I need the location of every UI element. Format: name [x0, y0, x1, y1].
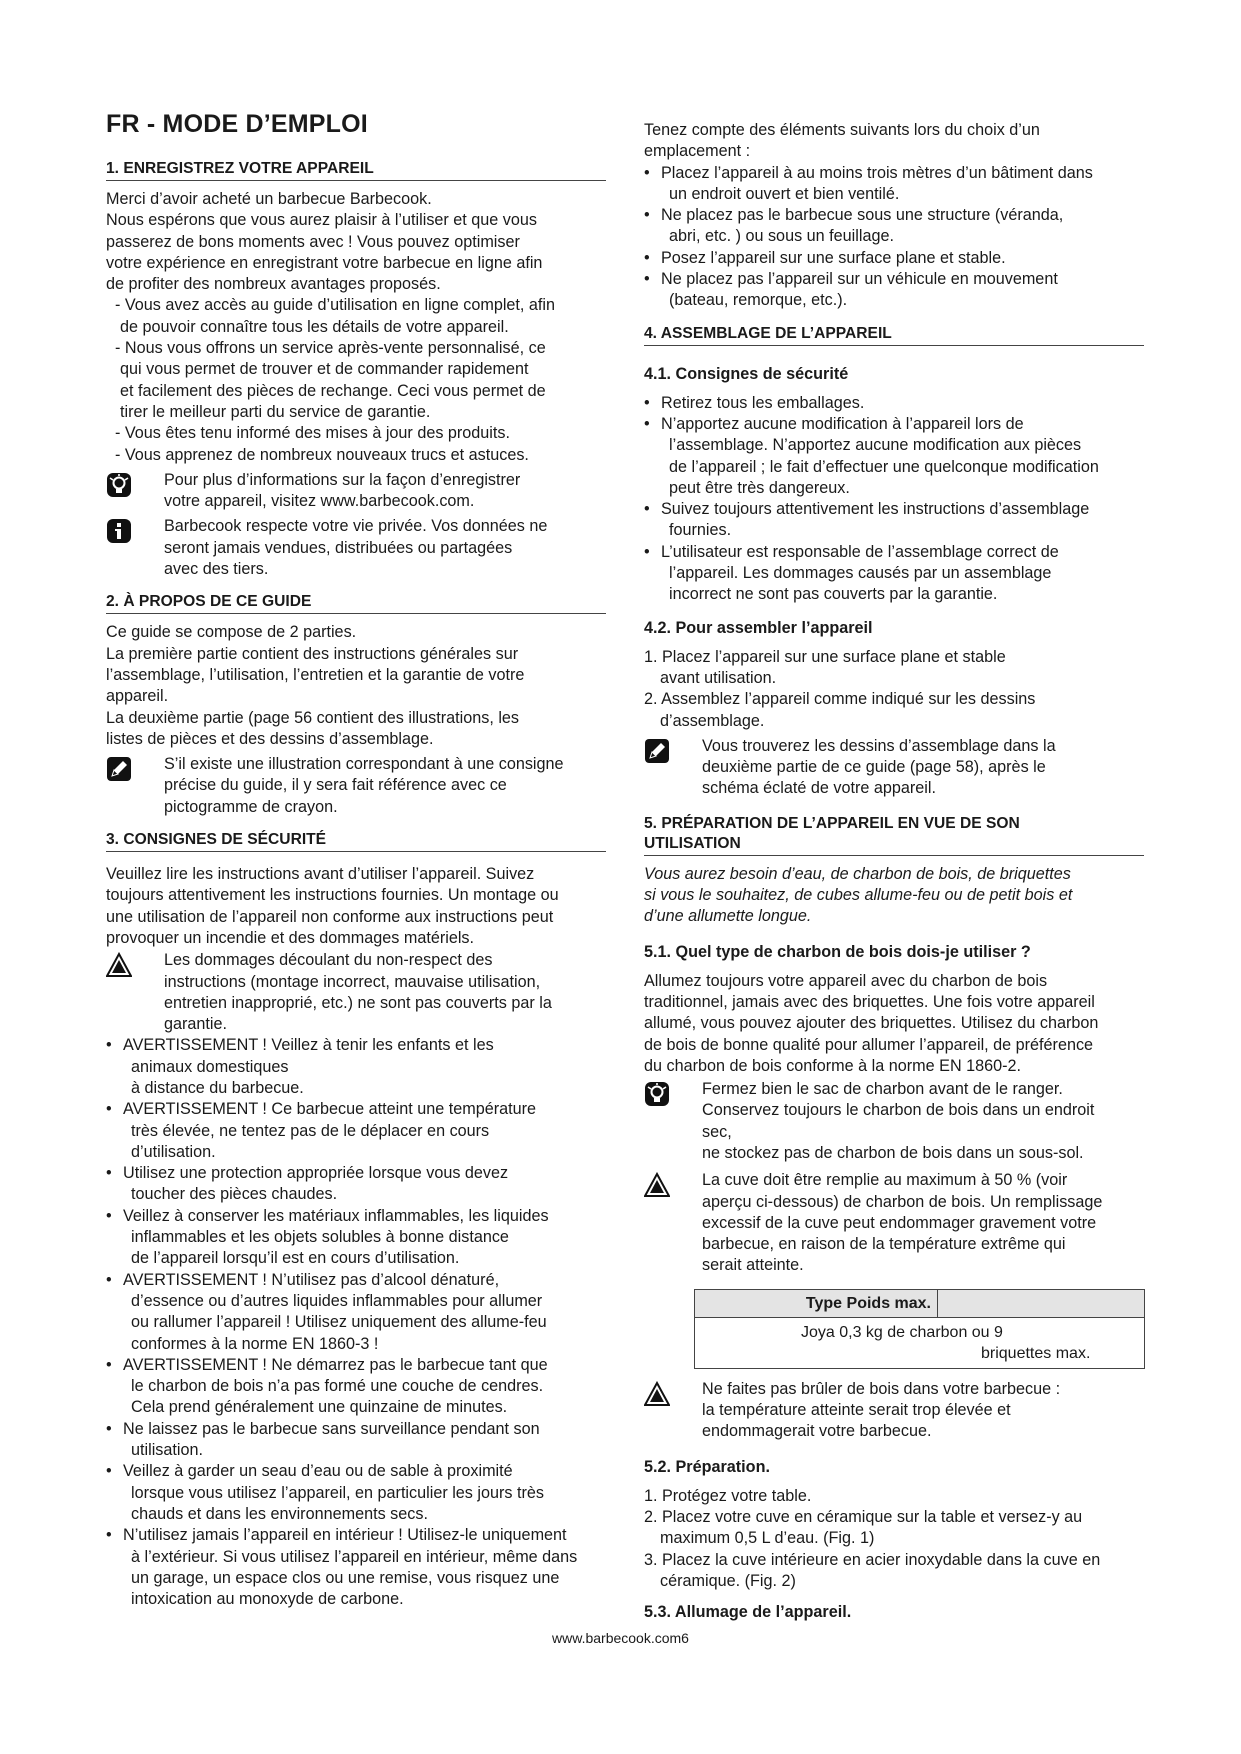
text-line: la température atteinte serait trop élevée et	[702, 1401, 1011, 1420]
pencil-note	[644, 736, 1144, 800]
pencil-icon	[106, 756, 132, 782]
text-line: Ne faites pas brûler de bois dans votre barbecue :	[702, 1379, 1061, 1398]
list-item: • Placez l’appareil à au moins trois mètres d’un bâtiment dans un endroit ouvert et bien ventilé.	[644, 163, 1144, 206]
text-line: seront jamais vendues, distribuées ou partagées	[164, 538, 513, 557]
text-line: Barbecook respecte votre vie privée. Vos données ne	[164, 517, 548, 536]
page-title: FR - MODE D’EMPLOI	[106, 110, 368, 138]
section-4-heading: 4. ASSEMBLAGE DE L’APPAREIL	[644, 324, 1144, 346]
list-item: • N’utilisez jamais l’appareil en intérieur ! Utilisez-le uniquement à l’extérieur. Si vous utilisez l’appareil en intérieur, même dans un garage, un espace clos ou une remise, vous risquez une intoxication au monoxyde de carbone.	[106, 1525, 606, 1610]
list-item: • Ne laissez pas le barbecue sans surveillance pendant son utilisation.	[106, 1419, 606, 1462]
section-5-1-heading: 5.1. Quel type de charbon de bois dois-je utiliser ?	[644, 942, 1031, 961]
text-line: précise du guide, il y sera fait référence avec ce	[164, 776, 507, 795]
list-item-cont: tirer le meilleur parti du service de garantie.	[120, 402, 431, 421]
list-item-cont: qui vous permet de trouver et de commander rapidement	[120, 360, 529, 379]
assembly-safety-list	[644, 393, 1144, 606]
section-1-intro	[106, 189, 606, 295]
warning-note	[644, 1170, 1144, 1276]
text-line: emplacement :	[644, 142, 751, 161]
location-intro	[644, 120, 1144, 163]
list-item-cont: de pouvoir connaître tous les détails de votre appareil.	[120, 317, 509, 336]
text-line: votre appareil, visitez www.barbecook.com.	[164, 492, 475, 511]
tip-note	[106, 470, 606, 513]
text-line: l’assemblage, l’utilisation, l’entretien et la garantie de votre	[106, 665, 525, 684]
table-cell-line: Joya 0,3 kg de charbon ou 9	[801, 1323, 1003, 1341]
list-item: • Ne placez pas le barbecue sous une structure (véranda, abri, etc. ) ou sous un feuillage.	[644, 205, 1144, 248]
text-line: une utilisation de l’appareil non conforme aux instructions peut	[106, 907, 554, 926]
pencil-note	[106, 754, 606, 818]
list-item: • L’utilisateur est responsable de l’assemblage correct de l’appareil. Les dommages causés par un assemblage incorrect ne sont pas couverts par la garantie.	[644, 542, 1144, 606]
text-line: allumé, vous pouvez ajouter des briquettes. Utilisez du charbon	[644, 1014, 1099, 1033]
lightbulb-icon	[106, 472, 132, 498]
text-line: aperçu ci-dessous) de charbon de bois. Un remplissage	[702, 1192, 1103, 1211]
text-line: instructions (montage incorrect, mauvaise utilisation,	[164, 972, 541, 991]
step: 3. Placez la cuve intérieure en acier inoxydable dans la cuve en	[644, 1550, 1101, 1569]
list-item: • AVERTISSEMENT ! Ce barbecue atteint une température très élevée, ne tentez pas de le déplacer en cours d’utilisation.	[106, 1099, 606, 1163]
text-line: ne stockez pas de charbon de bois dans un sous-sol.	[702, 1143, 1084, 1162]
text-line: sec,	[702, 1122, 732, 1141]
list-item: • Utilisez une protection appropriée lorsque vous devez toucher des pièces chaudes.	[106, 1163, 606, 1206]
text-line: pictogramme de crayon.	[164, 797, 338, 816]
text-line: Veuillez lire les instructions avant d’utiliser l’appareil. Suivez	[106, 865, 535, 884]
text-line: Vous aurez besoin d’eau, de charbon de bois, de briquettes	[644, 864, 1071, 883]
pencil-icon	[644, 738, 670, 764]
text-line: S’il existe une illustration correspondant à une consigne	[164, 755, 564, 774]
text-line: d’une allumette longue.	[644, 907, 812, 926]
text-line: passerez de bons moments avec ! Vous pouvez optimiser	[106, 232, 520, 251]
list-item: - Vous êtes tenu informé des mises à jour des produits.	[115, 424, 510, 443]
page-footer: www.barbecook.com6	[552, 1630, 689, 1646]
section-4-2-heading: 4.2. Pour assembler l’appareil	[644, 618, 873, 637]
text-line: avec des tiers.	[164, 560, 269, 579]
text-line: du charbon de bois conforme à la norme EN 1860-2.	[644, 1056, 1022, 1075]
step: 1. Protégez votre table.	[644, 1486, 812, 1505]
text-line: entretien inapproprié, etc.) ne sont pas couverts par la	[164, 993, 552, 1012]
list-item: - Nous vous offrons un service après-vente personnalisé, ce	[115, 339, 546, 358]
list-item: - Vous apprenez de nombreux nouveaux trucs et astuces.	[115, 445, 529, 464]
info-note	[106, 516, 606, 580]
warning-icon	[644, 1172, 670, 1198]
text-line: excessif de la cuve peut endommager gravement votre	[702, 1213, 1097, 1232]
text-line: Fermez bien le sac de charbon avant de le ranger.	[702, 1080, 1063, 1099]
section-4-1-heading: 4.1. Consignes de sécurité	[644, 364, 849, 383]
text-line: barbecue, en raison de la température extrême qui	[702, 1235, 1066, 1254]
section-3-heading: 3. CONSIGNES DE SÉCURITÉ	[106, 830, 606, 852]
text-line: listes de pièces et des dessins d’assemblage.	[106, 729, 434, 748]
text-line: si vous le souhaitez, de cubes allume-feu ou de petit bois et	[644, 886, 1073, 905]
tip-note	[644, 1079, 1144, 1164]
text-line: garantie.	[164, 1015, 227, 1034]
left-column	[106, 110, 606, 1610]
warning-icon	[106, 952, 132, 978]
table-header-cell: Type Poids max.	[695, 1289, 938, 1317]
section-2-body	[106, 622, 606, 750]
warning-note	[106, 950, 606, 1035]
right-column	[644, 120, 1144, 1631]
list-item: • N’apportez aucune modification à l’appareil lors de l’assemblage. N’apportez aucune modification aux pièces de l’appareil ; le fait d’effectuer une quelconque modification peut être très dangereux.	[644, 414, 1144, 499]
text-line: La deuxième partie (page 56 contient des illustrations, les	[106, 708, 520, 727]
charcoal-weight-table	[694, 1289, 1145, 1369]
list-item: • Suivez toujours attentivement les instructions d’assemblage fournies.	[644, 499, 1144, 542]
preparation-steps	[644, 1486, 1144, 1592]
text-line: Pour plus d’informations sur la façon d’enregistrer	[164, 470, 521, 489]
text-line: de bois de bonne qualité pour allumer l’appareil, de préférence	[644, 1035, 1094, 1054]
text-line: appareil.	[106, 687, 169, 706]
table-header-row	[695, 1289, 1145, 1317]
text-line: Les dommages découlant du non-respect des	[164, 951, 493, 970]
text-line: Nous espérons que vous aurez plaisir à l’utiliser et que vous	[106, 211, 538, 230]
section-2-heading: 2. À PROPOS DE CE GUIDE	[106, 592, 606, 614]
assembly-steps	[644, 647, 1144, 732]
text-line: La cuve doit être remplie au maximum à 50 % (voir	[702, 1171, 1068, 1190]
warning-note	[644, 1379, 1144, 1443]
table-row	[695, 1317, 1145, 1368]
step-cont: d’assemblage.	[660, 711, 765, 730]
text-line: traditionnel, jamais avec des briquettes. Une fois votre appareil	[644, 992, 1095, 1011]
step-cont: maximum 0,5 L d’eau. (Fig. 1)	[660, 1529, 875, 1548]
section-1-heading: 1. ENREGISTREZ VOTRE APPAREIL	[106, 159, 606, 181]
text-line: toujours attentivement les instructions fournies. Un montage ou	[106, 886, 559, 905]
table-cell	[695, 1317, 1145, 1368]
section-3-intro	[106, 864, 606, 949]
list-item: • Ne placez pas l’appareil sur un véhicule en mouvement (bateau, remorque, etc.).	[644, 269, 1144, 312]
list-item: • AVERTISSEMENT ! Veillez à tenir les enfants et les animaux domestiques à distance du barbecue.	[106, 1035, 606, 1099]
text-line: provoquer un incendie et des dommages matériels.	[106, 928, 475, 947]
table-header-cell-empty	[938, 1289, 1145, 1317]
section-5-intro	[644, 864, 1144, 928]
table-cell-line: briquettes max.	[981, 1344, 1091, 1362]
text-line: Ce guide se compose de 2 parties.	[106, 623, 357, 642]
list-item: - Vous avez accès au guide d’utilisation en ligne complet, afin	[115, 296, 556, 315]
text-line: schéma éclaté de votre appareil.	[702, 779, 936, 798]
section-5-heading: 5. PRÉPARATION DE L’APPAREIL EN VUE DE SON UTILISATION	[644, 814, 1144, 856]
list-item-cont: et facilement des pièces de rechange. Ceci vous permet de	[120, 381, 546, 400]
location-bullet-list	[644, 163, 1144, 312]
lightbulb-icon	[644, 1081, 670, 1107]
section-5-3-heading: 5.3. Allumage de l’appareil.	[644, 1603, 852, 1622]
text-line: Allumez toujours votre appareil avec du charbon de bois	[644, 971, 1048, 990]
text-line: votre expérience en enregistrant votre barbecue en ligne afin	[106, 253, 543, 272]
info-icon	[106, 518, 132, 544]
text-line: deuxième partie de ce guide (page 58), après le	[702, 758, 1046, 777]
step-cont: avant utilisation.	[660, 668, 777, 687]
text-line: Conservez toujours le charbon de bois dans un endroit	[702, 1101, 1095, 1120]
text-line: Vous trouverez les dessins d’assemblage dans la	[702, 736, 1056, 755]
text-line: La première partie contient des instructions générales sur	[106, 644, 519, 663]
list-item: • AVERTISSEMENT ! N’utilisez pas d’alcool dénaturé, d’essence ou d’autres liquides inflammables pour allumer ou rallumer l’appareil ! Utilisez uniquement des allume-feu conformes à la norme EN 1860-3 !	[106, 1270, 606, 1355]
step: 2. Assemblez l’appareil comme indiqué sur les dessins	[644, 690, 1036, 709]
text-line: de profiter des nombreux avantages proposés.	[106, 275, 441, 294]
list-item: • AVERTISSEMENT ! Ne démarrez pas le barbecue tant que le charbon de bois n’a pas formé une couche de cendres. Cela prend généralement une quinzaine de minutes.	[106, 1355, 606, 1419]
safety-bullet-list	[106, 1035, 606, 1610]
step: 1. Placez l’appareil sur une surface plane et stable	[644, 647, 1006, 666]
warning-icon	[644, 1381, 670, 1407]
step: 2. Placez votre cuve en céramique sur la table et versez-y au	[644, 1507, 1083, 1526]
text-line: serait atteinte.	[702, 1256, 804, 1275]
text-line: Merci d’avoir acheté un barbecue Barbecook.	[106, 190, 432, 208]
text-line: endommagerait votre barbecue.	[702, 1422, 932, 1441]
list-item: • Retirez tous les emballages.	[644, 393, 1144, 414]
list-item: • Veillez à garder un seau d’eau ou de sable à proximité lorsque vous utilisez l’appareil, en particulier les jours très chauds et dans les environnements secs.	[106, 1461, 606, 1525]
section-1-dash-list	[106, 295, 606, 465]
section-5-2-heading: 5.2. Préparation.	[644, 1457, 770, 1476]
list-item: • Posez l’appareil sur une surface plane et stable.	[644, 248, 1144, 269]
step-cont: céramique. (Fig. 2)	[660, 1571, 796, 1590]
text-line: Tenez compte des éléments suivants lors du choix d’un	[644, 121, 1040, 139]
section-5-1-body	[644, 971, 1144, 1077]
list-item: • Veillez à conserver les matériaux inflammables, les liquides inflammables et les objets solubles à bonne distance de l’appareil lorsqu’il est en cours d’utilisation.	[106, 1206, 606, 1270]
